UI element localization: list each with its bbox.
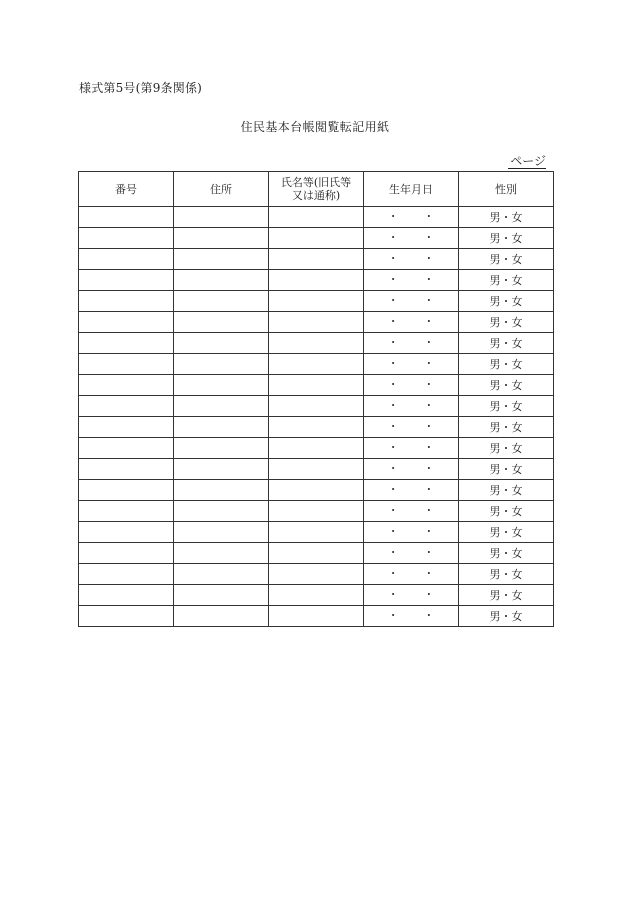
birthdate-cell[interactable] — [364, 333, 459, 354]
address-cell[interactable] — [174, 543, 269, 564]
number-cell[interactable] — [79, 312, 174, 333]
gender-cell[interactable]: 男・女 — [459, 606, 554, 627]
gender-cell[interactable]: 男・女 — [459, 375, 554, 396]
birthdate-separator: ・ — [423, 231, 435, 245]
document-title: 住民基本台帳閲覧転記用紙 — [240, 120, 390, 134]
number-cell[interactable] — [79, 228, 174, 249]
register-table — [78, 171, 554, 627]
number-cell[interactable] — [79, 291, 174, 312]
number-cell[interactable] — [79, 606, 174, 627]
birthdate-cell[interactable] — [364, 270, 459, 291]
name-cell[interactable] — [269, 291, 364, 312]
table-row — [79, 312, 554, 333]
birthdate-separator: ・ — [387, 546, 399, 560]
birthdate-cell[interactable] — [364, 606, 459, 627]
birthdate-separator: ・ — [423, 546, 435, 560]
table-row — [79, 606, 554, 627]
address-cell[interactable] — [174, 564, 269, 585]
birthdate-separator: ・ — [387, 399, 399, 413]
name-cell[interactable] — [269, 501, 364, 522]
birthdate-separator: ・ — [423, 609, 435, 623]
address-cell[interactable] — [174, 585, 269, 606]
birthdate-cell[interactable] — [364, 354, 459, 375]
address-cell[interactable] — [174, 228, 269, 249]
number-cell[interactable] — [79, 522, 174, 543]
birthdate-cell[interactable] — [364, 417, 459, 438]
address-cell[interactable] — [174, 207, 269, 228]
birthdate-separator: ・ — [423, 357, 435, 371]
header-number: 番号 — [79, 172, 174, 207]
birthdate-separator: ・ — [387, 609, 399, 623]
address-cell[interactable] — [174, 480, 269, 501]
birthdate-separator: ・ — [387, 525, 399, 539]
gender-cell[interactable]: 男・女 — [459, 396, 554, 417]
number-cell[interactable] — [79, 417, 174, 438]
birthdate-separator: ・ — [423, 378, 435, 392]
address-cell[interactable] — [174, 270, 269, 291]
number-cell[interactable] — [79, 459, 174, 480]
birthdate-separator: ・ — [423, 420, 435, 434]
header-name — [269, 172, 364, 207]
header-name-line1: 氏名等(旧氏等 — [280, 176, 352, 189]
address-cell[interactable] — [174, 522, 269, 543]
birthdate-cell[interactable] — [364, 375, 459, 396]
table-row — [79, 375, 554, 396]
birthdate-separator: ・ — [423, 588, 435, 602]
address-cell[interactable] — [174, 606, 269, 627]
address-cell[interactable] — [174, 333, 269, 354]
name-cell[interactable] — [269, 522, 364, 543]
number-cell[interactable] — [79, 480, 174, 501]
birthdate-separator: ・ — [387, 231, 399, 245]
gender-cell[interactable]: 男・女 — [459, 501, 554, 522]
address-cell[interactable] — [174, 249, 269, 270]
birthdate-separator: ・ — [423, 399, 435, 413]
header-address: 住所 — [174, 172, 269, 207]
birthdate-separator: ・ — [387, 504, 399, 518]
birthdate-cell[interactable] — [364, 312, 459, 333]
birthdate-cell[interactable] — [364, 249, 459, 270]
birthdate-separator: ・ — [423, 315, 435, 329]
gender-cell[interactable]: 男・女 — [459, 354, 554, 375]
gender-cell[interactable]: 男・女 — [459, 270, 554, 291]
table-row — [79, 249, 554, 270]
birthdate-separator: ・ — [387, 567, 399, 581]
gender-cell[interactable]: 男・女 — [459, 522, 554, 543]
name-cell[interactable] — [269, 480, 364, 501]
header-name-line2: 又は通称) — [291, 189, 341, 202]
name-cell[interactable] — [269, 543, 364, 564]
name-cell[interactable] — [269, 417, 364, 438]
gender-cell[interactable]: 男・女 — [459, 417, 554, 438]
birthdate-separator: ・ — [423, 483, 435, 497]
address-cell[interactable] — [174, 375, 269, 396]
gender-cell[interactable]: 男・女 — [459, 333, 554, 354]
table-row — [79, 459, 554, 480]
table-row — [79, 354, 554, 375]
number-cell[interactable] — [79, 354, 174, 375]
address-cell[interactable] — [174, 438, 269, 459]
birthdate-cell[interactable] — [364, 438, 459, 459]
name-cell[interactable] — [269, 354, 364, 375]
birthdate-cell[interactable] — [364, 228, 459, 249]
gender-cell[interactable]: 男・女 — [459, 228, 554, 249]
number-cell[interactable] — [79, 207, 174, 228]
number-cell[interactable] — [79, 396, 174, 417]
birthdate-separator: ・ — [423, 210, 435, 224]
gender-cell[interactable]: 男・女 — [459, 480, 554, 501]
name-cell[interactable] — [269, 375, 364, 396]
header-row — [79, 172, 554, 207]
number-cell[interactable] — [79, 564, 174, 585]
name-cell[interactable] — [269, 459, 364, 480]
address-cell[interactable] — [174, 291, 269, 312]
birthdate-separator: ・ — [423, 273, 435, 287]
name-cell[interactable] — [269, 606, 364, 627]
number-cell[interactable] — [79, 501, 174, 522]
gender-cell[interactable]: 男・女 — [459, 207, 554, 228]
birthdate-separator: ・ — [423, 462, 435, 476]
number-cell[interactable] — [79, 333, 174, 354]
birthdate-separator: ・ — [387, 420, 399, 434]
birthdate-cell[interactable] — [364, 501, 459, 522]
name-cell[interactable] — [269, 333, 364, 354]
number-cell[interactable] — [79, 543, 174, 564]
number-cell[interactable] — [79, 438, 174, 459]
birthdate-separator: ・ — [387, 483, 399, 497]
gender-cell[interactable]: 男・女 — [459, 564, 554, 585]
name-cell[interactable] — [269, 270, 364, 291]
birthdate-cell[interactable] — [364, 564, 459, 585]
address-cell[interactable] — [174, 501, 269, 522]
birthdate-separator: ・ — [423, 567, 435, 581]
register-body — [79, 207, 554, 627]
gender-cell[interactable]: 男・女 — [459, 249, 554, 270]
gender-cell[interactable]: 男・女 — [459, 459, 554, 480]
name-cell[interactable] — [269, 396, 364, 417]
birthdate-separator: ・ — [423, 525, 435, 539]
gender-cell[interactable]: 男・女 — [459, 543, 554, 564]
birthdate-separator: ・ — [387, 336, 399, 350]
table-row — [79, 501, 554, 522]
birthdate-cell[interactable] — [364, 585, 459, 606]
address-cell[interactable] — [174, 396, 269, 417]
name-cell[interactable] — [269, 564, 364, 585]
name-cell[interactable] — [269, 249, 364, 270]
address-cell[interactable] — [174, 459, 269, 480]
birthdate-separator: ・ — [423, 441, 435, 455]
birthdate-separator: ・ — [387, 378, 399, 392]
birthdate-separator: ・ — [387, 441, 399, 455]
birthdate-separator: ・ — [387, 357, 399, 371]
birthdate-cell[interactable] — [364, 522, 459, 543]
table-row — [79, 396, 554, 417]
header-gender: 性別 — [459, 172, 554, 207]
birthdate-separator: ・ — [387, 252, 399, 266]
birthdate-cell[interactable] — [364, 291, 459, 312]
birthdate-separator: ・ — [387, 294, 399, 308]
address-cell[interactable] — [174, 354, 269, 375]
table-row — [79, 564, 554, 585]
gender-cell[interactable]: 男・女 — [459, 291, 554, 312]
name-cell[interactable] — [269, 585, 364, 606]
birthdate-separator: ・ — [423, 252, 435, 266]
name-cell[interactable] — [269, 207, 364, 228]
birthdate-separator: ・ — [423, 294, 435, 308]
birthdate-separator: ・ — [387, 273, 399, 287]
header-birthdate: 生年月日 — [364, 172, 459, 207]
page-label: ページ — [508, 154, 546, 169]
address-cell[interactable] — [174, 417, 269, 438]
table-row — [79, 522, 554, 543]
number-cell[interactable] — [79, 249, 174, 270]
number-cell[interactable] — [79, 270, 174, 291]
birthdate-separator: ・ — [423, 504, 435, 518]
gender-cell[interactable]: 男・女 — [459, 585, 554, 606]
birthdate-cell[interactable] — [364, 396, 459, 417]
table-row — [79, 207, 554, 228]
birthdate-separator: ・ — [387, 588, 399, 602]
address-cell[interactable] — [174, 312, 269, 333]
birthdate-cell[interactable] — [364, 459, 459, 480]
birthdate-separator: ・ — [387, 210, 399, 224]
birthdate-cell[interactable] — [364, 543, 459, 564]
table-row — [79, 585, 554, 606]
table-row — [79, 333, 554, 354]
table-row — [79, 228, 554, 249]
birthdate-separator: ・ — [387, 462, 399, 476]
birthdate-cell[interactable] — [364, 207, 459, 228]
number-cell[interactable] — [79, 585, 174, 606]
form-number: 様式第5号(第9条関係) — [79, 81, 203, 95]
table-row — [79, 543, 554, 564]
gender-cell[interactable]: 男・女 — [459, 438, 554, 459]
table-row — [79, 480, 554, 501]
table-row — [79, 417, 554, 438]
birthdate-separator: ・ — [423, 336, 435, 350]
name-cell[interactable] — [269, 312, 364, 333]
table-row — [79, 291, 554, 312]
gender-cell[interactable]: 男・女 — [459, 312, 554, 333]
birthdate-separator: ・ — [387, 315, 399, 329]
name-cell[interactable] — [269, 438, 364, 459]
birthdate-cell[interactable] — [364, 480, 459, 501]
number-cell[interactable] — [79, 375, 174, 396]
table-row — [79, 270, 554, 291]
table-row — [79, 438, 554, 459]
name-cell[interactable] — [269, 228, 364, 249]
